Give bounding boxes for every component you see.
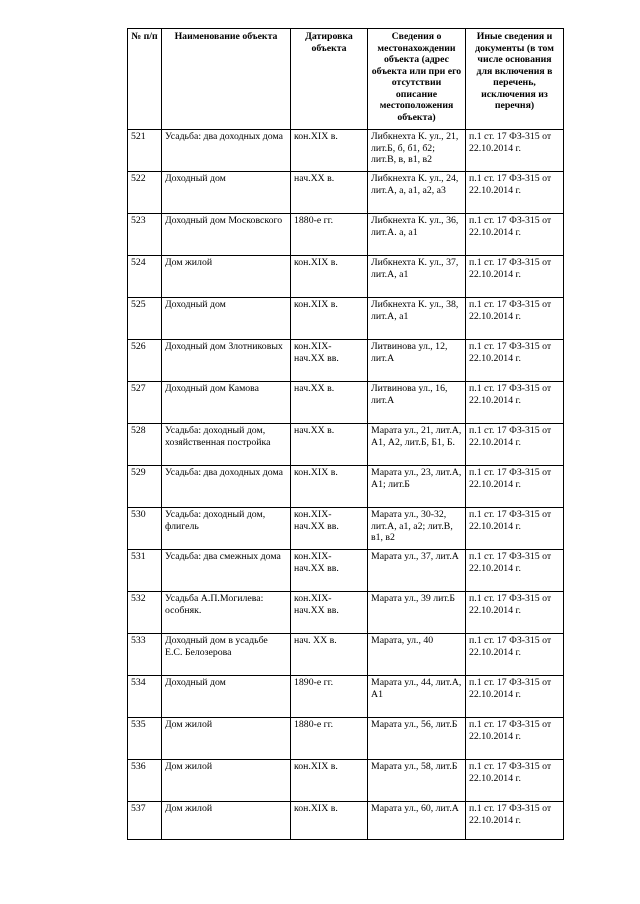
cell-date: кон.XIX- нач.XX вв.	[291, 592, 368, 634]
cell-name: Усадьба: доходный дом, хозяйственная постройка	[162, 424, 291, 466]
cell-address: Марата ул., 44, лит.А, А1	[368, 676, 466, 718]
table-row	[128, 340, 564, 382]
cell-num: 531	[128, 550, 162, 592]
cell-other: п.1 ст. 17 ФЗ-315 от 22.10.2014 г.	[466, 382, 564, 424]
cell-other: п.1 ст. 17 ФЗ-315 от 22.10.2014 г.	[466, 256, 564, 298]
cell-date: кон.XIX в.	[291, 760, 368, 802]
cell-other: п.1 ст. 17 ФЗ-315 от 22.10.2014 г.	[466, 718, 564, 760]
table-row	[128, 172, 564, 214]
table-body	[128, 130, 564, 840]
cell-other: п.1 ст. 17 ФЗ-315 от 22.10.2014 г.	[466, 508, 564, 550]
cell-other: п.1 ст. 17 ФЗ-315 от 22.10.2014 г.	[466, 592, 564, 634]
cell-date: нач.XX в.	[291, 382, 368, 424]
cell-name: Дом жилой	[162, 718, 291, 760]
cell-address: Марата ул., 60, лит.А	[368, 802, 466, 840]
cell-name: Дом жилой	[162, 256, 291, 298]
cell-date: нач.XX в.	[291, 424, 368, 466]
table-header-row	[128, 29, 564, 130]
cell-name: Дом жилой	[162, 760, 291, 802]
objects-table	[127, 28, 564, 840]
cell-other: п.1 ст. 17 ФЗ-315 от 22.10.2014 г.	[466, 802, 564, 840]
cell-name: Доходный дом	[162, 676, 291, 718]
cell-num: 525	[128, 298, 162, 340]
table-row	[128, 802, 564, 840]
cell-date: кон.XIX- нач.XX вв.	[291, 340, 368, 382]
header-name: Наименование объекта	[162, 29, 291, 130]
cell-date: 1880-е гг.	[291, 718, 368, 760]
cell-address: Марата, ул., 40	[368, 634, 466, 676]
table-row	[128, 718, 564, 760]
cell-other: п.1 ст. 17 ФЗ-315 от 22.10.2014 г.	[466, 466, 564, 508]
cell-address: Либкнехта К. ул., 21, лит.Б, б, б1, б2; лит.В, в, в1, в2	[368, 130, 466, 172]
cell-name: Доходный дом Московского	[162, 214, 291, 256]
cell-address: Марата ул., 56, лит.Б	[368, 718, 466, 760]
table-row	[128, 676, 564, 718]
cell-name: Доходный дом	[162, 298, 291, 340]
cell-num: 533	[128, 634, 162, 676]
cell-name: Усадьба: два доходных дома	[162, 466, 291, 508]
cell-num: 523	[128, 214, 162, 256]
table-row	[128, 424, 564, 466]
table-row	[128, 130, 564, 172]
cell-date: кон.XIX- нач.XX вв.	[291, 508, 368, 550]
cell-date: кон.XIX в.	[291, 466, 368, 508]
table-row	[128, 256, 564, 298]
cell-address: Марата ул., 39 лит.Б	[368, 592, 466, 634]
table-row	[128, 550, 564, 592]
cell-other: п.1 ст. 17 ФЗ-315 от 22.10.2014 г.	[466, 214, 564, 256]
cell-date: кон.XIX в.	[291, 298, 368, 340]
cell-num: 524	[128, 256, 162, 298]
table-row	[128, 466, 564, 508]
cell-other: п.1 ст. 17 ФЗ-315 от 22.10.2014 г.	[466, 676, 564, 718]
cell-date: 1880-е гг.	[291, 214, 368, 256]
cell-num: 535	[128, 718, 162, 760]
cell-date: нач.XX в.	[291, 172, 368, 214]
cell-address: Марата ул., 37, лит.А	[368, 550, 466, 592]
cell-num: 521	[128, 130, 162, 172]
cell-name: Доходный дом Камова	[162, 382, 291, 424]
cell-date: 1890-е гг.	[291, 676, 368, 718]
cell-num: 536	[128, 760, 162, 802]
cell-address: Марата ул., 21, лит.А, А1, А2, лит.Б, Б1, Б.	[368, 424, 466, 466]
cell-other: п.1 ст. 17 ФЗ-315 от 22.10.2014 г.	[466, 760, 564, 802]
cell-address: Либкнехта К. ул., 38, лит.А, а1	[368, 298, 466, 340]
cell-date: кон.XIX в.	[291, 256, 368, 298]
cell-name: Доходный дом	[162, 172, 291, 214]
cell-address: Марата ул., 23, лит.А, А1; лит.Б	[368, 466, 466, 508]
header-date: Датировка объекта	[291, 29, 368, 130]
cell-num: 530	[128, 508, 162, 550]
table-row	[128, 634, 564, 676]
cell-address: Либкнехта К. ул., 36, лит.А. а, а1	[368, 214, 466, 256]
cell-num: 534	[128, 676, 162, 718]
header-other: Иные сведения и документы (в том числе основания для включения в перечень, исключения из перечня)	[466, 29, 564, 130]
cell-other: п.1 ст. 17 ФЗ-315 от 22.10.2014 г.	[466, 298, 564, 340]
cell-date: кон.XIX в.	[291, 802, 368, 840]
cell-num: 528	[128, 424, 162, 466]
cell-num: 537	[128, 802, 162, 840]
cell-name: Доходный дом Злотниковых	[162, 340, 291, 382]
cell-other: п.1 ст. 17 ФЗ-315 от 22.10.2014 г.	[466, 340, 564, 382]
cell-other: п.1 ст. 17 ФЗ-315 от 22.10.2014 г.	[466, 130, 564, 172]
cell-num: 529	[128, 466, 162, 508]
cell-other: п.1 ст. 17 ФЗ-315 от 22.10.2014 г.	[466, 634, 564, 676]
cell-other: п.1 ст. 17 ФЗ-315 от 22.10.2014 г.	[466, 172, 564, 214]
cell-name: Доходный дом в усадьбе Е.С. Белозерова	[162, 634, 291, 676]
cell-other: п.1 ст. 17 ФЗ-315 от 22.10.2014 г.	[466, 550, 564, 592]
cell-num: 532	[128, 592, 162, 634]
table-row	[128, 508, 564, 550]
header-num: № п/п	[128, 29, 162, 130]
cell-address: Либкнехта К. ул., 24, лит.А, а, а1, а2, а3	[368, 172, 466, 214]
table-row	[128, 214, 564, 256]
cell-name: Усадьба А.П.Могилева: особняк.	[162, 592, 291, 634]
cell-address: Литвинова ул., 16, лит.А	[368, 382, 466, 424]
cell-other: п.1 ст. 17 ФЗ-315 от 22.10.2014 г.	[466, 424, 564, 466]
cell-address: Марата ул., 30-32, лит.А, а1, а2; лит.В, в1, в2	[368, 508, 466, 550]
cell-num: 526	[128, 340, 162, 382]
table-row	[128, 760, 564, 802]
cell-date: кон.XIX- нач.XX вв.	[291, 550, 368, 592]
cell-address: Марата ул., 58, лит.Б	[368, 760, 466, 802]
cell-name: Усадьба: доходный дом, флигель	[162, 508, 291, 550]
cell-name: Усадьба: два смежных дома	[162, 550, 291, 592]
cell-address: Литвинова ул., 12, лит.А	[368, 340, 466, 382]
cell-num: 522	[128, 172, 162, 214]
table-row	[128, 298, 564, 340]
cell-date: нач. XX в.	[291, 634, 368, 676]
cell-date: кон.XIX в.	[291, 130, 368, 172]
table-row	[128, 382, 564, 424]
cell-num: 527	[128, 382, 162, 424]
header-address: Сведения о местонахождении объекта (адрес объекта или при его отсутствии описание местоположения объекта)	[368, 29, 466, 130]
table-row	[128, 592, 564, 634]
cell-address: Либкнехта К. ул., 37, лит.А, а1	[368, 256, 466, 298]
cell-name: Дом жилой	[162, 802, 291, 840]
cell-name: Усадьба: два доходных дома	[162, 130, 291, 172]
